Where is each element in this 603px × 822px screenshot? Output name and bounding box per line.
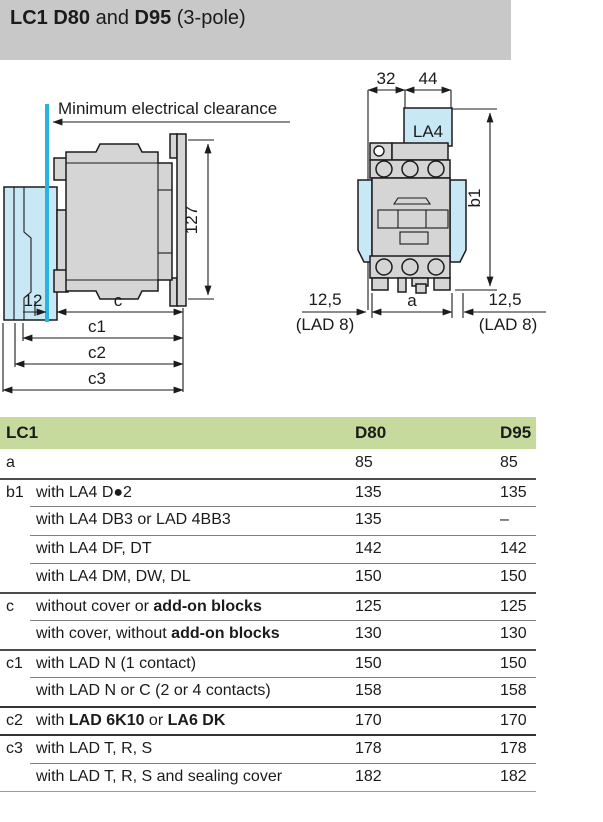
clearance-label: Minimum electrical clearance (58, 99, 278, 118)
la4-box (404, 108, 452, 146)
row-description (36, 712, 355, 730)
row-value-d80: 85 (355, 454, 373, 472)
table-row (0, 592, 536, 621)
row-value-d95: 178 (500, 740, 527, 758)
row-description (36, 768, 355, 786)
table-row (0, 563, 536, 592)
contactor-side-body (54, 144, 172, 299)
row-description (36, 625, 355, 643)
description-part: with LA4 DF, DT (36, 539, 152, 557)
row-value-d80: 125 (355, 597, 382, 615)
row-value-d80: 182 (355, 767, 382, 785)
description-part: with LAD N (1 contact) (36, 654, 197, 672)
dim-32-label: 32 (376, 69, 396, 88)
row-label: c3 (6, 740, 23, 758)
description-part: with cover, without (36, 625, 172, 643)
title-pole: (3-pole) (171, 7, 246, 29)
table-body (0, 449, 536, 791)
row-value-d80: 142 (355, 539, 382, 557)
header-cell-d80: D80 (355, 423, 387, 442)
description-part: without cover or (36, 597, 154, 615)
table-row (0, 620, 536, 649)
row-description (36, 568, 355, 586)
diagram-side-view (3, 99, 290, 392)
table-row (0, 734, 536, 763)
row-description (36, 511, 355, 529)
row-label: c1 (6, 654, 23, 672)
table-row (0, 763, 536, 792)
row-value-d80: 170 (355, 711, 382, 729)
dim-127 (182, 140, 214, 299)
dim-c1-label: c1 (88, 317, 106, 336)
row-label: a (6, 454, 15, 472)
header-cell-lc1: LC1 (6, 423, 39, 442)
table-row (0, 706, 536, 735)
dim-c-label: c (113, 291, 123, 310)
row-description (36, 740, 355, 758)
row-value-d95: 135 (500, 483, 527, 501)
dim-127-label: 127 (182, 205, 201, 235)
row-value-d95: 125 (500, 597, 527, 615)
description-bold-part: LAD 6K10 (68, 711, 145, 729)
la4-label: LA4 (412, 122, 444, 141)
dim-12-5-left-label: 12,5 (308, 290, 342, 309)
dim-a-label: a (407, 291, 417, 310)
dim-bottom-right (296, 290, 546, 334)
row-description (36, 540, 355, 558)
table-row (0, 649, 536, 678)
row-label: b1 (6, 483, 24, 501)
row-value-d95: 85 (500, 454, 518, 472)
title-and: and (90, 7, 135, 29)
lad8-note-right: (LAD 8) (478, 315, 538, 334)
row-value-d80: 150 (355, 568, 382, 586)
description-part: with LAD T, R, S and sealing cover (36, 767, 283, 785)
row-description (36, 682, 355, 700)
table-row (0, 535, 536, 564)
description-part: or (144, 711, 168, 729)
description-part: with LA4 D●2 (36, 483, 132, 501)
table-header (0, 417, 536, 449)
description-part: with LAD N or C (2 or 4 contacts) (36, 682, 271, 700)
row-value-d95: 158 (500, 682, 527, 700)
dim-bottom-left (3, 291, 183, 392)
description-bold-part: add-on blocks (171, 625, 280, 643)
row-label: c (6, 597, 14, 615)
row-value-d95: 130 (500, 625, 527, 643)
dim-c3-label: c3 (88, 369, 106, 388)
description-part: with LA4 DM, DW, DL (36, 568, 191, 586)
title-product-2: D95 (134, 7, 172, 29)
row-value-d95: 182 (500, 767, 527, 785)
row-value-d80: 135 (355, 483, 382, 501)
description-part: with (36, 711, 69, 729)
dim-44-label: 44 (418, 69, 438, 88)
row-value-d95: 150 (500, 654, 527, 672)
description-part: with LAD T, R, S (36, 740, 153, 758)
row-value-d95: 170 (500, 711, 527, 729)
table-row (0, 478, 536, 507)
table-row (0, 506, 536, 535)
title-product: LC1 D80 (10, 7, 91, 29)
lad8-note-left: (LAD 8) (295, 315, 355, 334)
diagram-front-view (296, 69, 546, 334)
dim-12-label: 12 (23, 291, 43, 310)
dim-c2-label: c2 (88, 343, 106, 362)
side-clip-left (358, 180, 372, 262)
row-value-d80: 135 (355, 511, 382, 529)
row-label: c2 (6, 711, 23, 729)
row-description (36, 484, 355, 502)
description-part: with LA4 DB3 or LAD 4BB3 (36, 511, 231, 529)
description-bold-part: LA6 DK (167, 711, 226, 729)
row-value-d95: 150 (500, 568, 527, 586)
row-value-d80: 130 (355, 625, 382, 643)
dim-b1-label: b1 (465, 188, 484, 208)
row-value-d80: 178 (355, 740, 382, 758)
header-cell-d95: D95 (500, 423, 532, 442)
contactor-front-body (370, 143, 450, 293)
row-value-d95: – (500, 511, 509, 529)
side-clip-right (450, 180, 466, 262)
description-bold-part: add-on blocks (153, 597, 262, 615)
row-value-d80: 158 (355, 682, 382, 700)
table-row (0, 677, 536, 706)
row-value-d95: 142 (500, 539, 527, 557)
dimension-table (0, 417, 536, 792)
dim-12-5-right-label: 12,5 (488, 290, 522, 309)
table-row (0, 449, 536, 478)
row-description (36, 655, 355, 673)
row-description (36, 598, 355, 616)
row-value-d80: 150 (355, 654, 382, 672)
